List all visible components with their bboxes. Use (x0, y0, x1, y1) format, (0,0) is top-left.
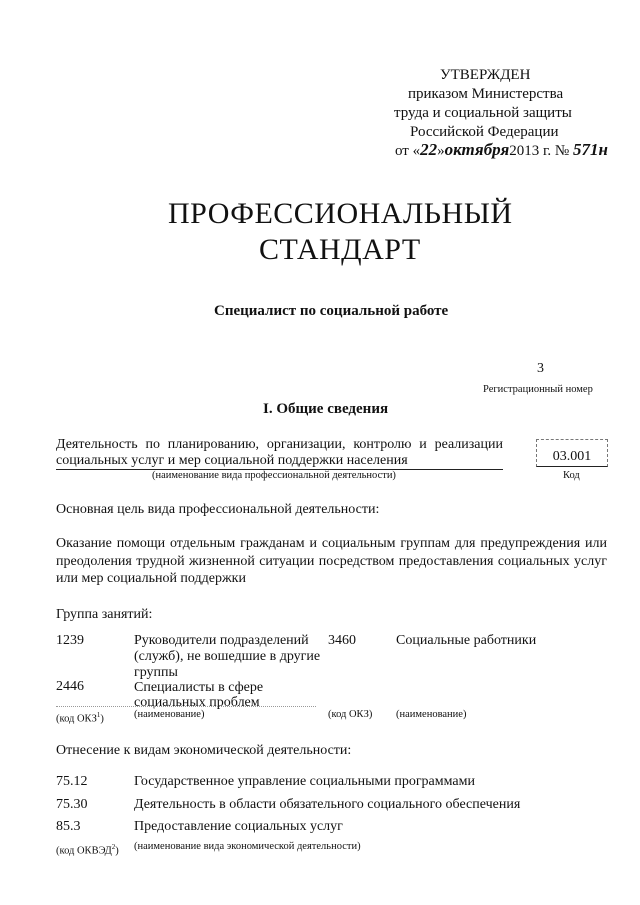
group-name: (служб), не вошедшие в другие (134, 649, 321, 664)
goal-text: Оказание помощи отдельным гражданам и социальным группам для предупреждения или преодоления трудной жизненной ситуации посредством предоставления социальных услуг или мер социальной поддержки (56, 536, 607, 586)
approval-line: приказом Министерства (408, 86, 564, 102)
econ-code: 75.12 (56, 774, 88, 789)
group-name: Социальные работники (396, 633, 537, 648)
group-name: Специалисты в сфере (134, 680, 264, 695)
group-code: 2446 (56, 679, 84, 694)
date-month: октября (444, 140, 510, 159)
group-code: 1239 (56, 633, 84, 648)
approval-line: труда и социальной защиты (394, 105, 572, 121)
approval-title: УТВЕРЖДЕН (440, 67, 531, 83)
name-caption: (наименование) (134, 709, 205, 720)
date-year: 2013 г. № (509, 143, 570, 159)
okved-name-caption: (наименование вида экономической деятельности) (134, 841, 361, 852)
group-label: Группа занятий: (56, 607, 153, 622)
group-name: группы (134, 665, 178, 680)
page-title: ПРОФЕССИОНАЛЬНЫЙ (168, 197, 513, 230)
date-prefix: от « (395, 143, 421, 159)
standard-subtitle: Специалист по социальной работе (214, 303, 449, 319)
order-number: 571н (573, 140, 608, 159)
code-box (536, 439, 608, 467)
econ-name: Государственное управление социальными программами (134, 774, 475, 789)
approval-line: Российской Федерации (410, 124, 559, 140)
activity-code: 03.001 (552, 449, 592, 464)
econ-code: 75.30 (56, 797, 88, 812)
econ-name: Деятельность в области обязательного социального обеспечения (134, 797, 521, 812)
date-sep: » (437, 143, 445, 159)
registration-number: 3 (537, 361, 544, 376)
group-name: Руководители подразделений (134, 633, 309, 648)
goal-label: Основная цель вида профессиональной деятельности: (56, 502, 380, 517)
econ-name: Предоставление социальных услуг (134, 819, 343, 834)
activity-line2: социальных услуг и мер социальной поддержки населения (56, 452, 503, 470)
date-day: 22 (420, 140, 438, 159)
registration-label: Регистрационный номер (483, 384, 593, 395)
name-caption: (наименование) (396, 709, 467, 720)
group-code: 3460 (328, 633, 356, 648)
activity-line1: Деятельность по планированию, организации, контролю и реализации (56, 437, 503, 452)
okved-caption: (код ОКВЭД$^2$) (56, 843, 119, 857)
okz-caption: (код ОКЗ) (328, 709, 373, 720)
group-name: социальных проблем (134, 695, 260, 710)
activity-caption: (наименование вида профессиональной деятельности) (152, 470, 396, 481)
econ-label: Отнесение к видам экономической деятельности: (56, 743, 352, 758)
section-heading: I. Общие сведения (263, 401, 389, 417)
approval-date-line (395, 140, 608, 161)
table-rule (56, 706, 316, 707)
code-caption: Код (563, 470, 580, 481)
page-title-line2: СТАНДАРТ (259, 233, 421, 266)
econ-code: 85.3 (56, 819, 81, 834)
okz-caption: (код ОКЗ$^1$) (56, 711, 104, 725)
